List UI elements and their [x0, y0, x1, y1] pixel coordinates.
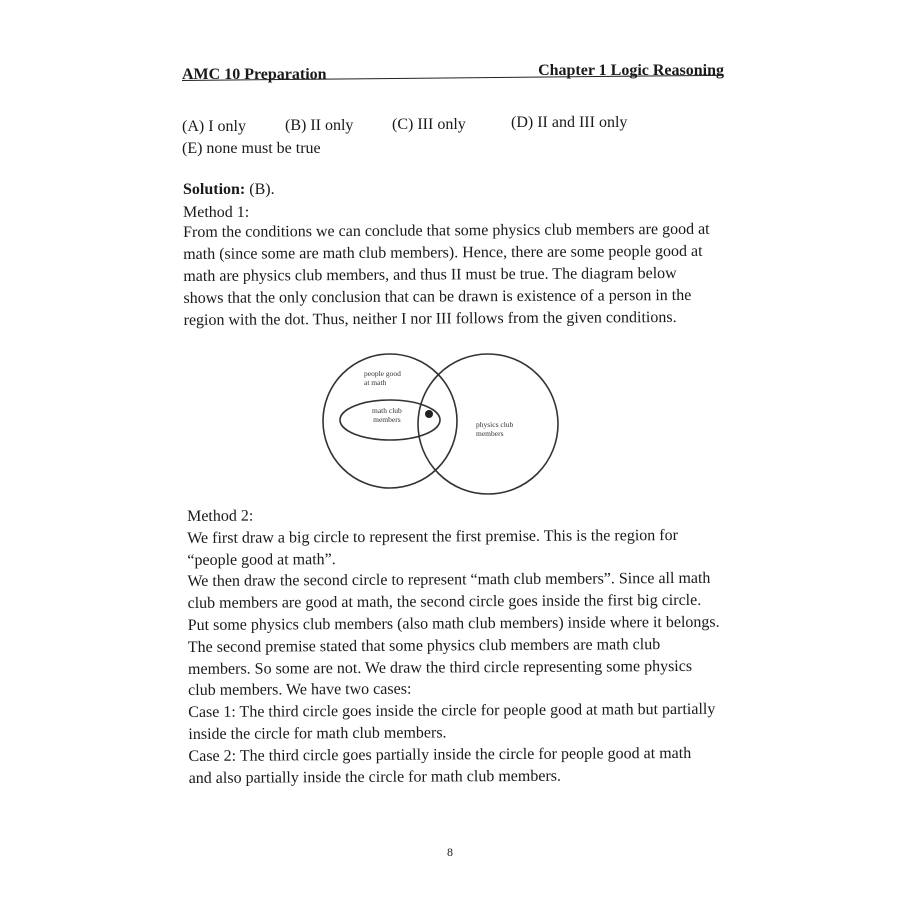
label-line: members: [476, 429, 504, 438]
text-line: and also partially inside the circle for math club members.: [188, 767, 562, 787]
label-line: members: [373, 415, 401, 424]
solution-label: Solution:: [183, 181, 246, 198]
text-line: The second premise stated that some physics club members are math club: [187, 635, 661, 656]
text-line: club members are good at math, the second circle goes inside the first big circle.: [187, 592, 702, 613]
chapter-title: Chapter 1 Logic Reasoning: [538, 62, 724, 79]
page-number: 8: [447, 845, 453, 859]
text-line: From the conditions we can conclude that some physics club members are good at: [183, 220, 710, 241]
text-line: We then draw the second circle to represent “math club members”. Since all math: [187, 570, 711, 591]
label-line: math club: [372, 406, 402, 415]
text-line: club members. We have two cases:: [188, 681, 412, 700]
venn-svg: [318, 348, 568, 498]
text-line: shows that the only conclusion that can be drawn is existence of a person in the: [183, 286, 692, 307]
text-line: region with the dot. Thus, neither I nor III follows from the given conditions.: [183, 308, 677, 329]
method1-paragraph: [183, 219, 744, 332]
choice-d: (D) II and III only: [511, 114, 628, 131]
label-line: at math: [364, 378, 387, 387]
solution-heading: [183, 181, 275, 199]
choice-a: (A) I only: [182, 118, 246, 135]
solution-answer: (B).: [245, 181, 275, 198]
text-line: math (since some are math club members). Hence, there are some people good at: [183, 242, 703, 263]
text-line: “people good at math”.: [187, 550, 336, 569]
text-line: Case 2: The third circle goes partially inside the circle for people good at math: [188, 744, 692, 765]
text-line: Case 1: The third circle goes inside the circle for people good at math but partially: [188, 700, 716, 722]
page-header: [182, 60, 724, 84]
label-physics-club: [476, 420, 513, 438]
label-line: people good: [364, 369, 401, 378]
book-title: AMC 10 Preparation: [182, 66, 327, 83]
method1-label: Method 1:: [183, 204, 250, 221]
choice-c: (C) III only: [392, 116, 466, 133]
answer-choices: [182, 116, 742, 160]
text-line: inside the circle for math club members.: [188, 724, 447, 743]
method2-label: Method 2:: [187, 507, 254, 525]
method2-section: [187, 503, 749, 790]
venn-diagram: [318, 348, 568, 498]
choice-e: (E) none must be true: [182, 140, 321, 157]
label-good-at-math: [364, 369, 401, 387]
intersection-dot: [425, 410, 433, 418]
text-line: math are physics club members, and thus II must be true. The diagram below: [183, 264, 677, 285]
text-line: members. So some are not. We draw the third circle representing some physics: [187, 657, 693, 678]
label-math-club: [372, 406, 402, 424]
text-line: We first draw a big circle to represent the first premise. This is the region for: [187, 526, 678, 547]
text-line: Put some physics club members (also math club members) inside where it belongs.: [187, 613, 720, 634]
choice-b: (B) II only: [285, 117, 354, 134]
label-line: physics club: [476, 420, 514, 429]
